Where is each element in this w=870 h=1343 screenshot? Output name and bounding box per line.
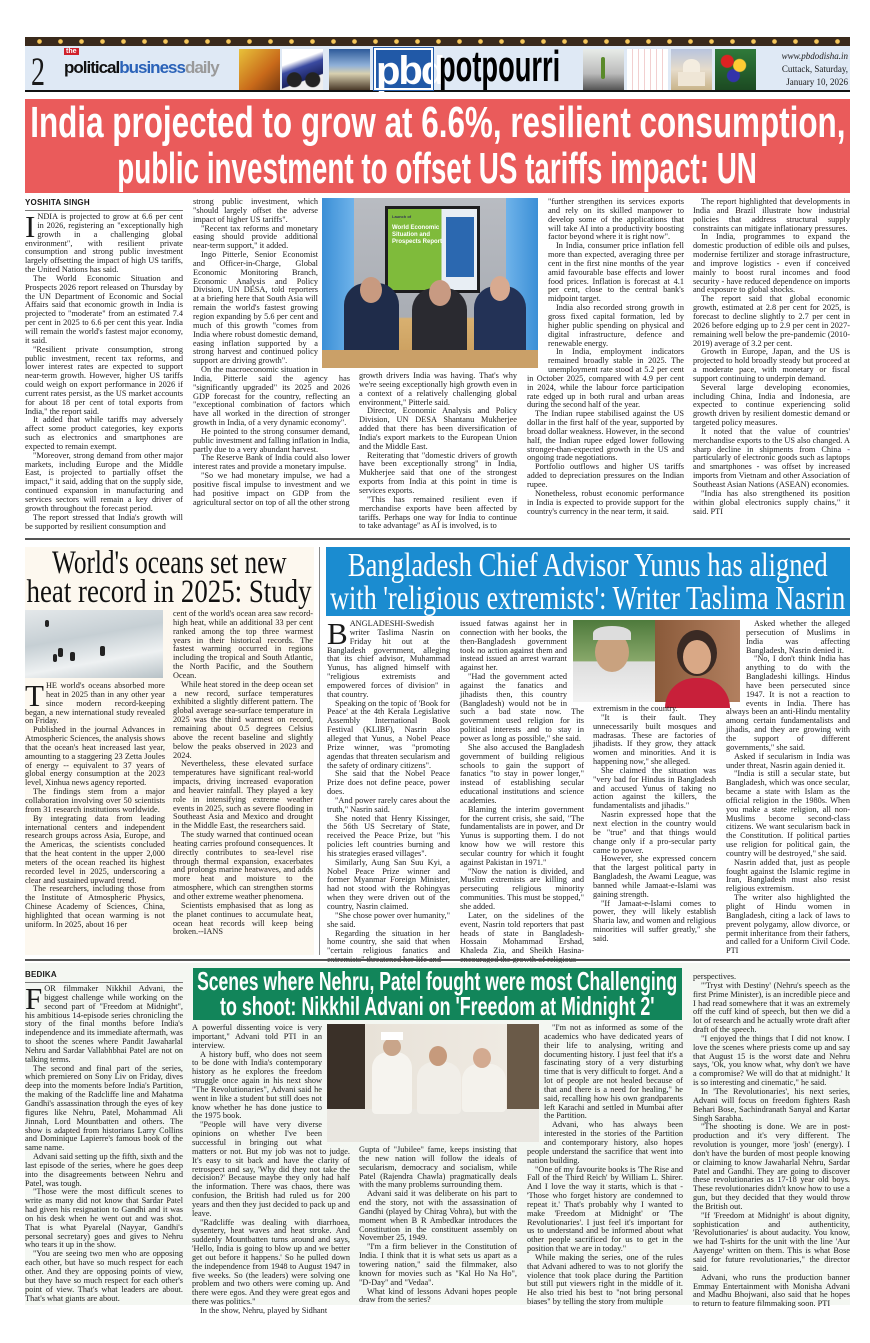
bangladesh-column-4 xyxy=(726,619,850,956)
masthead-info xyxy=(782,50,848,89)
paragraph: Gupta of "Jubilee" fame, keeps insisting that the new nation will follow the ideals of secularism, democracy and socialism, while Patel (Rajendra Chawla) pragmatically deals with the many problems surrounding them. xyxy=(359,1145,517,1190)
lead-column-1 xyxy=(25,209,183,532)
paragraph: The report stressed that India's growth will be supported by resilient consumption and xyxy=(25,512,183,531)
advani-headline-line: to shoot: Nikkhil Advani on 'Freedom at Midnight 2' xyxy=(220,991,655,1021)
lead-column-3 xyxy=(359,372,517,532)
paragraph: "One of my favourite books is 'The Rise and Fall of the Third Reich' by William L. Shirer. And I love the way it starts, which is that - 'Those who forget history are condemned to repeat it.' That's probably why I wanted to make 'Freedom at Midnight' or 'The Revolutionaries'. I just feel it's important for us to understand and be informed about what other people sacrificed for us to get in the position that we are in today." xyxy=(527,1164,683,1254)
paragraph: While making the series, one of the rules that Advani adhered to was to not glorify the violence that took place during the Partition but still put viewers right in the middle of it. He also tried his best to "not bring personal biases" by telling the story from multiple xyxy=(527,1252,683,1307)
paragraph: "If Jamaat-e-Islami comes to power, they will likely establish Sharia law, and women and religious minorities will suffer greatly," she said. xyxy=(593,898,716,943)
paragraph: "If 'Freedom at Midnight' is about dignity, sophistication and authenticity, 'Revolutionaries' is about audacity. You know, we had T-shirts for the unit with the line 'Aur Aayenge' written on them. This is what Bose said for future revolutionaries," the director said. xyxy=(693,1210,850,1273)
paragraph: Asked whether the alleged persecution of Muslims in India was affecting Bangladesh, Nasrin denied it. xyxy=(746,619,850,655)
paragraph: Several large developing economies, including China, India and Indonesia, are expected to continue experiencing solid growth driven by resilient domestic demand or targeted policy measures. xyxy=(693,382,850,428)
paragraph: The Indian rupee stabilised against the US dollar in the first half of the year, supported by broad dollar weakness. However, in the second half, the Indian rupee edged lower following stronger-than-expected growth in the US and ongoing trade negotiations. xyxy=(527,409,684,463)
oceans-headline-line: heat record in 2025: Study xyxy=(27,574,312,610)
advani-headline xyxy=(193,968,682,1020)
slide-title: World Economic Situation and Prospects Report xyxy=(392,225,443,245)
paragraph: Growth in Europe, Japan, and the US is projected to hold broadly steady but proceed at a moderate pace, with monetary or fiscal support continuing to underpin demand. xyxy=(693,347,850,383)
paragraph: Advani, who runs the production banner Emmay Entertainment with Monisha Advani and Madhu Bhojwani, also said that he hopes to return to feature filmmaking soon. PTI xyxy=(693,1272,850,1309)
paragraph: In India, employment indicators remained broadly stable in 2025. The unemployment rate stood at 5.2 per cent in October 2025, compared with 4.9 per cent in 2024, while the labour force participation rate edged up in both rural and urban areas during the second half of the year. xyxy=(527,347,684,410)
freedom-at-midnight-still-photo xyxy=(327,1024,539,1142)
bangladesh-headline-line: Bangladesh Chief Advisor Yunus has aligned xyxy=(348,546,828,584)
advani-headline-line: Scenes where Nehru, Patel fought were most Challenging xyxy=(197,966,678,996)
logo-daily: daily xyxy=(184,58,219,77)
palmistry-thumbnail xyxy=(627,49,668,90)
lead-column-5 xyxy=(693,198,850,532)
paragraph: Advani, who has always been interested in the stories of the Partition and contemporary history, also hopes people understand the sacrifice that went into nation building. xyxy=(527,1120,683,1165)
paragraph: The researchers, including those from the Institute of Atmospheric Physics, Chinese Academy of Sciences, China, highlighted that ocean warming is not uniform. In 2025, about 16 per xyxy=(25,884,165,929)
paragraph: It noted that the value of countries' merchandise exports to the US also changed. A sharp decline in shipments from China - particularly of electronic goods such as laptops and smartphones - was offset by increased imports from Vietnam and other Association of Southeast Asian Nations (ASEAN) economies. xyxy=(693,426,850,489)
dateline-day: Cuttack, Saturday, xyxy=(781,64,848,74)
desk xyxy=(322,350,538,368)
paragraph: "Those were the most difficult scenes to write as many did not know that Sardar Patel had given his resignation to Gandhi and it was on his desk when he went out and was shot. That is what Pyarelal (Nayyar, Gandhi's personal secretary) goes and gives to Nehru who tears it up in the show. xyxy=(25,1187,183,1250)
paragraph: "India is still a secular state, but Bangladesh, which was once secular, became a state with Islam as the official religion in the 1980s. When you make a state religion, all non-Muslims become second-class citizens. We want secularism back in the Constitution. If political parties use religion for political gain, the country will be destroyed," she said. xyxy=(726,769,850,858)
kathakali-thumbnail xyxy=(239,49,280,90)
paragraph: "further strengthen its services exports and rely on its skilled manpower to develop some of the applications that will take AI into a productivity boosting factor beyond where it is right now". xyxy=(548,197,684,242)
paragraph: "I'm not as informed as some of the academics who have dedicated years of their life to analysing, writing and documenting history. I just feel that it's a fascinating story of a very disturbing time that is very difficult to forget. And a lot of people are not healed because of that and there is a need for healing," he said, recalling how his own grandparents left Karachi and settled in Mumbai after the Partition. xyxy=(544,1023,683,1121)
paragraph: "Resilient private consumption, strong public investment, recent tax reforms, and lower interest rates are expected to support near-term growth. However, higher US tariffs could weigh on export performance in 2026 if current rates persist, as the US market accounts for about 18 per cent of total exports from India," the report said. xyxy=(25,344,183,416)
paragraph: "No, I don't think India has anything to do with the Bangladeshi killings. Hindus have been persecuted since 1947. It is not a reaction to events in India. There has always been an anti-Hindu mentality among certain fundamentalists and jihadis, and they are growing with the support of different governments," she said. xyxy=(726,654,850,752)
logo-business: business xyxy=(119,58,185,77)
paragraph: INDIA is projected to grow at 6.6 per cent in 2026, registering an "exceptionally high growth in a challenging global environment", with resilient private consumption and strong public investment largely offsetting the impact of high US tariffs, the United Nations has said. xyxy=(25,209,183,275)
paragraph: However, she expressed concern that the largest political party in Bangladesh, the Awami League, was banned while Jamaat-e-Islami was gaining strength. xyxy=(593,854,716,899)
paragraph: Published in the journal Advances in Atmospheric Sciences, the analysis shows that the ocean's heat increased last year, amounting to a staggering 23 Zetta Joules of energy -- equivalent to 37 years of global energy consumption at the 2023 level, Xinhua news agency reported. xyxy=(25,725,165,788)
paragraph: Scientists emphasised that as long as the planet continues to accumulate heat, ocean heat records will keep being broken.--IANS xyxy=(173,900,313,937)
paragraph: Nasrin added that, just as people fought against the Islamic regime in Iran, Bangladesh must also resist religious extremism. xyxy=(726,857,850,894)
paragraph: Director, Economic Analysis and Policy Division, UN DESA Shantanu Mukherjee added that there has been diversification of India's export markets to the European Union and the Middle East. xyxy=(359,406,517,451)
paragraph: It added that while tariffs may adversely affect some product categories, key exports such as electronics and smartphones are expected to remain exempt. xyxy=(25,415,183,451)
paragraph: Reiterating that "domestic drivers of growth have been exceptionally strong" in India, Mukherjee said that one of the strongest exports from India at this point in time is services exports. xyxy=(359,450,517,495)
paragraph: The findings stem from a major collaboration involving over 50 scientists from 31 research institutions worldwide. xyxy=(25,787,165,814)
paragraph: She claimed the situation was "very bad for Hindus in Bangladesh and accused Yunus of taking no action against the killers, the fundamentalists and jihadis." xyxy=(593,765,716,811)
paragraph: Advani said setting up the fifth, sixth and the last episode of the series, where he goes deep into the disagreements between Nehru and Patel, was tough. xyxy=(25,1152,183,1188)
lead-headline xyxy=(25,99,850,193)
newspaper-logo[interactable] xyxy=(64,48,219,78)
paragraph: "And power rarely cares about the truth," Nasrin said. xyxy=(327,795,450,814)
paragraph: In India, consumer price inflation fell more than expected, averaging three per cent in the first nine months of the year amid favourable base effects and lower food prices. Inflation is forecast at 4.1 per cent, close to the central bank's midpoint target. xyxy=(548,241,684,304)
paragraph: A history buff, who does not seem to be done with India's contemporary history as he explores the freedom struggle once again in his next show "The Revolutionaries", Advani said he went in like a student but still does not know whether he has done justice to the 1975 book. xyxy=(192,1049,322,1121)
masthead xyxy=(25,42,850,94)
motorcycle-thumbnail xyxy=(282,49,323,90)
paragraph: She said that the Nobel Peace Prize does not define peace, power does. xyxy=(327,769,450,797)
advani-column-3 xyxy=(359,1146,517,1305)
paragraph: India also recorded strong growth in gross fixed capital formation, led by higher public spending on physical and digital infrastructure, defence and renewable energy. xyxy=(548,303,684,348)
page-number: 2 xyxy=(31,49,45,94)
logo-the: the xyxy=(66,48,77,55)
advani-column-5 xyxy=(693,972,850,1309)
paragraph: "Had the government acted against the fanatics and jihadists then, this country (Bangladesh) would not be in such a bad state now. The government used religion for its political interests and to stay in power as long as possible," she said. xyxy=(460,672,584,743)
bangladesh-column-2 xyxy=(460,619,584,956)
seedling-thumbnail xyxy=(583,49,624,90)
film-strip-border xyxy=(25,37,850,46)
paragraph: In India, programmes to expand the domestic production of edible oils and pulses, modernise fertilizer and storage infrastructure, and improve logistics - even if conceived mainly to boost rural incomes and food security - have reduced dependence on imports and exposure to global shocks. xyxy=(693,232,850,295)
paragraph: "I'm a firm believer in the Constitution of India. I think that it is what sets us apart as a towering nation," said the filmmaker, also known for movies such as "Kal Ho Na Ho", "D-Day" and "Vedaa". xyxy=(359,1242,517,1287)
paragraph: On the macroeconomic situation in India, Pitterle said the agency has "significantly upgraded" its 2025 and 2026 GDP forecast for the country, reflecting an "exceptional combination of factors which have all worked in the direction of stronger growth in India, of a very dynamic economy". xyxy=(193,365,350,428)
paragraph: What kind of lessons Advani hopes people draw from the series? xyxy=(359,1286,517,1305)
paragraph: issued fatwas against her in connection with her books, the then-Bangladesh government took no action against them and instead issued an arrest warrant against her. xyxy=(460,619,567,673)
paragraph: "'Tryst with Destiny' (Nehru's speech as the first Prime Minister), is an incredible piece and I had read somewhere that it was an extremely off the cuff kind of speech, but then we did a lot of research and he actually wrote draft after draft of the speech. xyxy=(693,980,850,1035)
advani-column-1 xyxy=(25,981,183,1305)
section-divider xyxy=(25,538,850,540)
paragraph: "The shooting is done. We are in post-production and it's very different. The revolution is younger, more 'josh' (energy). I don't have the burden of most people knowing or claiming to know Jawaharlal Nehru, Sardar Patel and Gandhi. They are going to discover these revolutionaries as 17-18 year old boys. These revolutionaries didn't know how to use a gun, but they decided that they would throw the British out. xyxy=(693,1122,850,1211)
bangladesh-column-1 xyxy=(327,616,450,956)
paragraph: The report highlighted that developments in India and Brazil illustrate how industrial policies that address structural supply constraints can mitigate inflationary pressures. xyxy=(693,197,850,233)
website-link[interactable]: www.pbdodisha.in xyxy=(781,51,848,61)
oceans-headline xyxy=(25,545,314,610)
paragraph: strong public investment, which "should largely offset the adverse impact of higher US tariffs". xyxy=(193,197,318,224)
paragraph: "Moreover, strong demand from other major markets, including Europe and the Middle East, is projected to partially offset the impact," it said, adding that on the supply side, continued expansion in manufacturing and services sectors will remain a key driver of growth throughout the forecast period. xyxy=(25,450,183,513)
paragraph: The study warned that continued ocean heating carries profound consequences. It directly contributes to sea-level rise through thermal expansion, exacerbates and prolongs marine heatwaves, and adds more heat and moisture to the atmosphere, which can strengthen storms and other extreme weather phenomena. xyxy=(173,830,313,901)
paragraph: "It is their fault. They unnecessarily built mosques and madrasas. These are factories of jihadists. If they grow, they attack women and minorities. And it is happening now," she alleged. xyxy=(593,712,716,767)
bangladesh-headline xyxy=(326,547,850,616)
paragraph: In 'The Revolutionaries', his next series, Advani will focus on freedom fighters Rash Behari Bose, Sachindranath Sanyal and Kartar Singh Sarabha. xyxy=(693,1086,850,1123)
paragraph: FOR filmmaker Nikkhil Advani, the biggest challenge while working on the second part of "Freedom at Midnight", his ambitious 14-episode series chronicling the story of the final months before India's independence and its immediate aftermath, was to shoot the scenes where Pandit Jawaharlal Nehru and Sardar Vallabhbhai Patel are not on talking terms. xyxy=(25,981,183,1064)
paragraph: He pointed to the strong consumer demand, public investment and falling inflation in India, partly due to a very abundant harvest. xyxy=(193,426,350,454)
paragraph: Advani said it was deliberate on his part to end the story, not with the assassination of Gandhi (played by Chirag Vohra), but with the moment when B R Ambedkar introduces the Constitution in the constituent assembly on November 25, 1949. xyxy=(359,1189,517,1243)
paragraph: Speaking on the topic of 'Book for Peace' at the 4th Kerala Legislative Assembly International Book Festival (KLIBF), Nasrin also alleged that Yunus, a Nobel Peace Prize winner, was "promoting agendas that threaten secularism and the safety of ordinary citizens". xyxy=(327,698,450,770)
paragraph: She noted that Henry Kissinger, the 56th US Secretary of State, received the Peace Prize, but "his policies left countries burning and his strategies erased villages". xyxy=(327,813,450,858)
logo-political: political xyxy=(64,58,120,77)
paragraph: The writer also highlighted the plight of Hindu women in Bangladesh, citing a lack of laws to prevent polygamy, allow divorce, or permit inheritance from their fathers, and called for a Uniform Civil Code. PTI xyxy=(726,893,850,956)
paragraph: Nasrin expressed hope that the next election in the country would be "true" and that things would change only if a pro-secular party came to power. xyxy=(593,810,716,855)
paragraph: "Recent tax reforms and monetary easing should provide additional near-term support," it added. xyxy=(193,223,318,251)
advani-byline: BEDIKA xyxy=(25,970,183,983)
paragraph: The second and final part of the series, which premiered on Sony Liv on Friday, dives deep into the moments before India's Partition, the making of the Radcliffe line and Mahatma Gandhi's assassination through the eyes of key figures like Nehru, Patel, Mohammad Ali Jinnah, Lord Mountbatten and others. The show is adapted from historians Larry Collins and Dominique Lapierre's famous book of the same name. xyxy=(25,1063,183,1153)
paragraph: Nonetheless, robust economic performance in India is expected to provide support for the country's currency in the near term, it said. xyxy=(527,488,684,516)
slide-kicker: Launch of xyxy=(392,214,412,219)
paragraph: By integrating data from leading international centers and independent research groups across Asia, Europe, and the Americas, the scientists concluded that the heat content in the upper 2,000 meters of the ocean reached its highest recorded level in 2025, underscoring a clear and sustained upward trend. xyxy=(25,813,165,885)
paragraph: BANGLADESHI-Swedish writer Taslima Nasrin on Friday hit out at the Bangladesh government, alleging that its chief advisor, Muhammad Yunus, has aligned himself with "religious extremists and empowered forces of division" in that country. xyxy=(327,616,450,699)
paragraph: growth drivers India was having. That's why we're seeing exceptionally high growth even in a context of a relatively challenging global environment," Pitterle said. xyxy=(359,371,517,407)
paragraph: While heat stored in the deep ocean set a new record, surface temperatures exhibited a slightly different pattern. The global average sea-surface temperature in 2025 was the third warmest on record, remaining about 0.5 degrees Celsius above the recent baseline and slightly below the peaks observed in 2023 and 2024. xyxy=(173,679,313,760)
paragraph: Similarly, Aung San Suu Kyi, a Nobel Peace Prize winner and former Myanmar Foreign Minister, had not stood with the Rohingyas when they were driven out of the country, Nasrin claimed. xyxy=(327,857,450,911)
paragraph: The Reserve Bank of India could also lower interest rates and provide a monetary impulse. xyxy=(193,453,350,472)
oceans-column-2 xyxy=(173,610,313,950)
lead-headline-line: India projected to grow at 6.6%, resilient consumption, xyxy=(29,98,846,147)
paragraph: The report said that global economic growth, estimated at 2.8 per cent for 2025, is forecast to decline slightly to 2.7 per cent in 2026 before edging up to 2.9 per cent in 2027- remaining well below the pre-pandemic (2010-2019) average of 3.2 per cent. xyxy=(693,294,850,348)
paragraph: THE world's oceans absorbed more heat in 2025 than in any other year since modern record-keeping began, a new international study revealed on Friday. xyxy=(25,678,165,726)
paragraph: "India has also strengthened its position within global electronics supply chains," it said. PTI xyxy=(693,488,850,516)
paragraph: Asked if secularism in India was under threat, Nasrin again denied it. xyxy=(726,751,850,770)
oceans-headline-line: World's oceans set new xyxy=(52,545,287,581)
paragraph: Regarding the situation in her home country, she said that when "certain religious fanatics and xyxy=(327,928,450,956)
paragraph: "Radcliffe was dealing with diarrhoea, dysentery, heat waves and heat stroke. And suddenly Mountbatten turns around and says, 'Hello, India is going to blow up and we better get out before it happens.' So he pulled down the independence from 1948 to August 1947 in five weeks. So (the leaders) were solving one problem and two others were coming up. And there were egos. And they were great egos and there was politics." xyxy=(192,1217,350,1307)
paragraph: extremism in the country. xyxy=(593,704,678,713)
section-title: potpourri xyxy=(439,42,561,91)
oceans-column-1 xyxy=(25,678,165,950)
paragraph: Ingo Pitterle, Senior Economist and Officer-in-Charge, Global Economic Monitoring Branch, Economic Analysis and Policy Division, UN DESA, told reporters at a briefing here that South Asia will remain the world's fastest growing region expanding by 5.6 per cent and much of this growth "comes from India where robust domestic demand, easing inflation supported by a strong harvest and continued policy support are driving growth". xyxy=(193,250,318,366)
paragraph: "So we had monetary impulse, we had a positive fiscal impulse to investment and we had positive impact on GDP from the agricultural sector on top of all the other strong xyxy=(193,471,350,507)
lead-headline-line: public investment to offset US tariffs impact: UN xyxy=(117,144,758,193)
paragraph: The World Economic Situation and Prospects 2026 report released on Thursday by the UN Department of Economic and Social Affairs said that economic growth in India is projected to "moderate" from an estimated 7.4 per cent in 2025 to 6.6 per cent this year. India will remain the world's fastest major economy, it said. xyxy=(25,273,183,345)
lead-byline: YOSHITA SINGH xyxy=(25,198,183,211)
paragraph: "She chose power over humanity," she said. xyxy=(327,910,450,929)
section-divider xyxy=(25,959,850,961)
bangladesh-column-3 xyxy=(593,705,716,950)
paragraph: cent of the world's ocean area saw record-high heat, while an additional 33 per cent ranked among the top three warmest years in their historical records. The fastest warming occurred in regions including the tropical and South Atlantic, the North Pacific, and the Southern Ocean. xyxy=(173,609,313,680)
landscape-thumbnail xyxy=(329,49,370,90)
lead-column-4 xyxy=(527,198,684,532)
paragraph: perspectives. xyxy=(693,972,737,981)
dateline-date: January 10, 2026 xyxy=(786,77,848,87)
penguins-on-ice-photo xyxy=(25,610,163,678)
paragraph: "Now the nation is divided, and Muslim extremists are killing and persecuting religious minority communities. This must be stopped," she added. xyxy=(460,866,584,911)
advani-column-4 xyxy=(527,1024,683,1305)
presentation-screen xyxy=(385,206,480,293)
paragraph: Later, on the sidelines of the event, Nasrin told reporters that past heads of state in Bangladesh- Hossain Mohammad Ershad, Khaleda Zia, and Sheikh Hasina- xyxy=(460,910,584,956)
bangladesh-headline-line: with 'religious extremists': Writer Taslima Nasrin xyxy=(330,579,846,617)
paragraph: In the show, Nehru, played by Sidhant xyxy=(200,1306,328,1315)
paragraph: Nevertheless, these elevated surface temperatures have significant real-world impacts, driving increased evaporation and heavier rainfall. They played a key role in intensifying extreme weather events in 2025, such as severe flooding in Southeast Asia and Mexico and drought in the Middle East, the researchers said. xyxy=(173,759,313,831)
paragraph: "This has remained resilient even if merchandise exports have been affected by tariffs. Perhaps one way for India to continue to take advantage" as AI is involved, is to xyxy=(359,494,517,531)
paragraph: Blaming the interim government for the current crisis, she said, "The fundamentalists are in power, and Dr Yunus is supporting them. I do not know how we will restore this secular country for which it fought against Pakistan in 1971." xyxy=(460,804,584,867)
un-briefing-photo xyxy=(322,198,538,368)
paragraph: A powerful dissenting voice is very important," Advani told PTI in an interview. xyxy=(192,1023,322,1050)
paragraph: "I enjoyed the things that I did not know. I love the scenes where priests come up and say that August 15 is the worst date and Nehru says, 'Ok, you know what, why don't we have a compromise? We will do that at midnight.' It is so interesting and cinematic," he said. xyxy=(693,1033,850,1088)
paragraph: She also accused the Bangladesh government of building religious schools to gain the support of fanatics "to stay in power longer," instead of establishing secular educational institutions and science academies. xyxy=(460,742,584,805)
report-cover xyxy=(446,217,474,277)
taj-mahal-thumbnail xyxy=(671,49,712,90)
paragraph: "People will have very diverse opinions on whether I've been successful in bringing out what matters or not. But my job was not to judge. It's easy to sit back and have the clarity of retrospect and say, 'Why did they not take the decision?' Because maybe they only had half the information. There was chaos, there was confusion, the British had ruled us for 200 years and then they just decided to pack up and leave. xyxy=(192,1120,350,1218)
column-rule xyxy=(319,547,320,955)
paragraph: Portfolio outflows and higher US tariffs added to depreciation pressures on the Indian rupee. xyxy=(527,462,684,489)
section-pbd-logo: pbd xyxy=(376,49,444,93)
paragraph: "You are seeing two men who are opposing each other, but have so much respect for each other. And they are opposing points of view, but they have so much respect for each other's point of view. That's what leaders are about. That's what giants are about. xyxy=(25,1249,183,1303)
yunus-photo xyxy=(573,620,655,702)
billiards-thumbnail xyxy=(715,49,756,90)
